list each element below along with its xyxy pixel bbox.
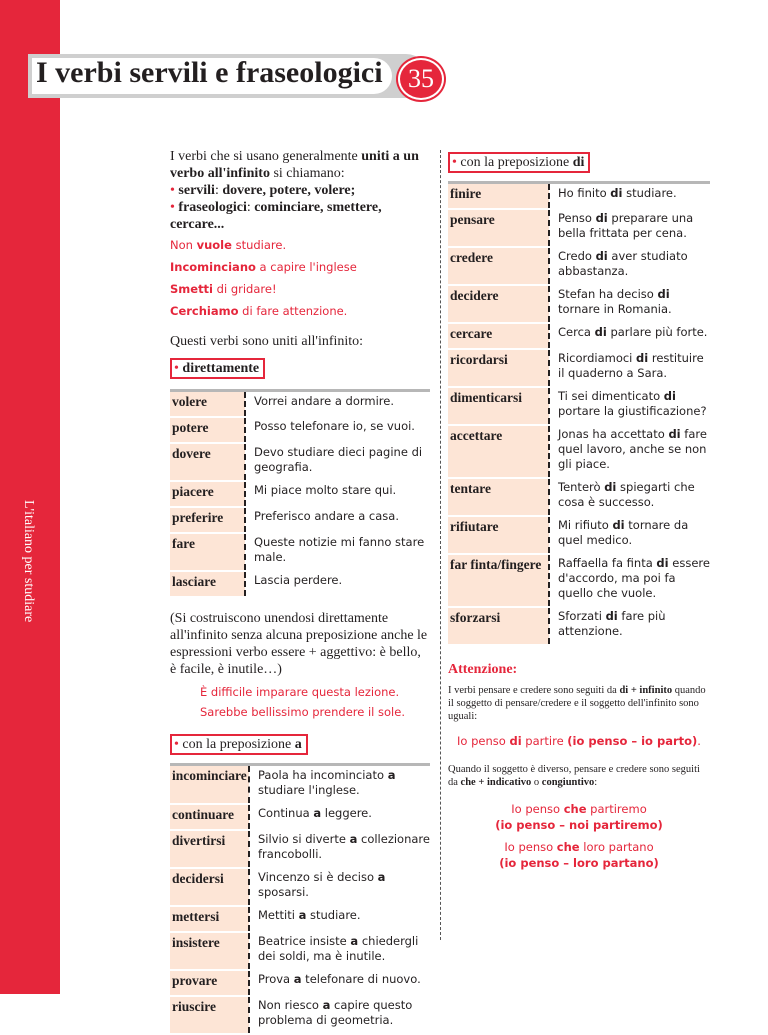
example-post: spiegarti che cosa è successo. (558, 480, 695, 509)
ex-post: studiare. (231, 238, 287, 252)
table-row (170, 443, 430, 481)
verb-cell: insistere (170, 932, 249, 970)
ex3-che: che (556, 840, 580, 854)
example-pre: Vincenzo si è deciso (258, 870, 378, 884)
intro-example (170, 281, 430, 297)
ex3-post: loro partano (579, 840, 654, 854)
table-row (448, 183, 710, 210)
verb-cell: fare (170, 533, 245, 571)
verb-cell: accettare (448, 425, 549, 478)
uniti-text: Questi verbi sono uniti all'infinito: (170, 334, 364, 349)
table-row (170, 996, 430, 1034)
ex-pre: Non (170, 238, 197, 252)
ex3-pre: Io penso (504, 840, 557, 854)
section-di-header: • con la preposizione di (448, 152, 710, 173)
table-row (170, 417, 430, 443)
intro-examples (170, 237, 430, 319)
example-pre: Continua (258, 806, 314, 820)
example-post: capire questo problema di geometria. (258, 998, 413, 1027)
example-cell: Lascia perdere. (245, 571, 430, 597)
verb-cell: sforzarsi (448, 607, 549, 645)
example-cell (549, 323, 710, 349)
example-cell (249, 804, 430, 830)
prep-di-table (448, 181, 710, 646)
example-post: collezionare francobolli. (258, 832, 430, 861)
example-cell (249, 765, 430, 805)
example-prep: di (612, 518, 625, 532)
prep-a-table (170, 763, 430, 1035)
example-cell (249, 906, 430, 932)
intro-example (170, 303, 430, 319)
table-row (448, 285, 710, 323)
p2-end: : (594, 777, 598, 788)
section-di-prep: di (572, 155, 585, 170)
example-cell (549, 285, 710, 323)
verb-cell: decidersi (170, 868, 249, 906)
attention-example-2-paren (448, 817, 710, 833)
p2-bold2: congiuntivo (541, 777, 595, 788)
example-post: telefonare di nuovo. (301, 972, 421, 986)
example-cell (549, 554, 710, 607)
example-post: parlare più forte. (606, 325, 708, 339)
example-cell (249, 996, 430, 1034)
example-pre: Ho finito (558, 186, 611, 200)
intro-example (170, 259, 430, 275)
ex-bold: Incominciano (170, 260, 256, 274)
table-row (448, 349, 710, 387)
note-example: Sarebbe bellissimo prendere il sole. (200, 705, 405, 719)
servili-line: • servili: dovere, potere, volere; (170, 183, 356, 198)
verb-cell: continuare (170, 804, 249, 830)
example-cell: Posso telefonare io, se vuoi. (245, 417, 430, 443)
table-row (170, 507, 430, 533)
example-pre: Ricordiamoci (558, 351, 637, 365)
servili-list: dovere, potere, volere; (222, 183, 356, 198)
verb-cell: rifiutare (448, 516, 549, 554)
example-post: studiare. (622, 186, 677, 200)
example-cell: Queste notizie mi fanno stare male. (245, 533, 430, 571)
table-row (448, 425, 710, 478)
table-row (448, 323, 710, 349)
table-row (448, 387, 710, 425)
verb-cell: pensare (448, 209, 549, 247)
table-row (448, 209, 710, 247)
example-cell: Preferisco andare a casa. (245, 507, 430, 533)
verb-cell: mettersi (170, 906, 249, 932)
table-row (170, 481, 430, 507)
example-cell (249, 932, 430, 970)
example-cell: Mi piace molto stare qui. (245, 481, 430, 507)
verb-cell: credere (448, 247, 549, 285)
left-column (170, 148, 430, 1035)
example-prep: a (313, 806, 322, 820)
ex-post: di gridare! (213, 282, 277, 296)
table-row (170, 533, 430, 571)
example-post: tornare in Romania. (558, 302, 672, 316)
ex-bold: Smetti (170, 282, 214, 296)
p1-pre: I verbi pensare e credere sono seguiti da (448, 685, 617, 696)
example-pre: Penso (558, 211, 596, 225)
verb-cell: tentare (448, 478, 549, 516)
intro-text1: I verbi che si usano generalmente (170, 149, 358, 164)
note-example: È difficile imparare questa lezione. (200, 685, 400, 699)
verb-cell: ricordarsi (448, 349, 549, 387)
side-label: L'italiano per studiare (21, 500, 36, 623)
example-cell (549, 478, 710, 516)
example-pre: Credo (558, 249, 596, 263)
example-post: studiare. (306, 908, 361, 922)
section-a-header: • con la preposizione a (170, 734, 430, 755)
table-row (170, 970, 430, 996)
table-row (170, 804, 430, 830)
example-cell (549, 387, 710, 425)
example-prep: di (657, 287, 670, 301)
example-pre: Paola ha incominciato (258, 768, 388, 782)
ex2-che: che (563, 802, 587, 816)
section-direct-title: direttamente (182, 361, 260, 376)
ex1-post: partire (521, 734, 568, 748)
attention-paragraph-2 (448, 763, 710, 789)
example-post: leggere. (321, 806, 372, 820)
ex2-post: partiremo (586, 802, 647, 816)
example-prep: a (298, 908, 307, 922)
attention-example-1 (448, 733, 710, 749)
section-di-title: con la preposizione (460, 155, 570, 170)
example-prep: a (377, 870, 386, 884)
ex1-prep: di (509, 734, 522, 748)
verb-cell: far finta/fingere (448, 554, 549, 607)
example-prep: di (595, 211, 608, 225)
right-column (448, 152, 710, 871)
example-cell (549, 209, 710, 247)
verb-cell: riuscire (170, 996, 249, 1034)
attention-example-3-paren (448, 855, 710, 871)
verb-cell: dimenticarsi (448, 387, 549, 425)
attention-example-3 (448, 839, 710, 855)
ex3-paren: (io penso – loro partano) (499, 856, 659, 870)
intro-paragraph (170, 148, 430, 182)
table-row (448, 516, 710, 554)
table-row (448, 478, 710, 516)
verb-cell: incominciare (170, 765, 249, 805)
example-cell (249, 970, 430, 996)
attention-paragraph-1 (448, 684, 710, 723)
ex2-paren: (io penso – noi partiremo) (495, 818, 663, 832)
example-prep: a (350, 934, 359, 948)
ex-bold: vuole (196, 238, 232, 252)
verb-cell: lasciare (170, 571, 245, 597)
section-direct-header: • direttamente (170, 358, 430, 379)
p1-bold: di + infinito (619, 685, 673, 696)
p1-post: quando il soggetto di pensare/credere e il soggetto dell'infinito sono uguali: (448, 685, 706, 722)
ex-post: a capire l'inglese (255, 260, 357, 274)
ex2-pre: Io penso (511, 802, 564, 816)
example-prep: a (322, 998, 331, 1012)
verb-cell: finire (448, 183, 549, 210)
example-post: sposarsi. (258, 885, 309, 899)
example-pre: Raffaella fa finta (558, 556, 657, 570)
verb-cell: decidere (448, 285, 549, 323)
ex1-end: . (697, 734, 701, 748)
example-prep: di (668, 427, 681, 441)
unit-number-badge: 35 (398, 58, 444, 100)
section-a-prep: a (294, 737, 302, 752)
example-pre: Silvio si diverte (258, 832, 350, 846)
example-post: fare più attenzione. (558, 609, 666, 638)
example-prep: a (349, 832, 358, 846)
table-row (170, 906, 430, 932)
example-pre: Prova (258, 972, 294, 986)
table-row (170, 932, 430, 970)
example-prep: di (663, 389, 676, 403)
example-cell: Vorrei andare a dormire. (245, 391, 430, 418)
table-row (448, 607, 710, 645)
table-row (170, 391, 430, 418)
example-cell (549, 349, 710, 387)
example-pre: Cerca (558, 325, 595, 339)
table-row (448, 247, 710, 285)
p2-pre: Quando il soggetto è diverso, pensare e credere sono seguiti da (448, 764, 700, 788)
intro-text2: si chiamano: (273, 166, 345, 181)
attention-example-2 (448, 801, 710, 817)
page-title: I verbi servili e fraseologici (36, 56, 383, 89)
example-prep: di (594, 325, 607, 339)
example-cell (549, 425, 710, 478)
table-row (170, 830, 430, 868)
example-post: tornare da quel medico. (558, 518, 689, 547)
fraseologici-line: • fraseologici: cominciare, smettere, cercare... (170, 200, 382, 232)
example-cell (549, 516, 710, 554)
example-prep: di (610, 186, 623, 200)
table-row (448, 554, 710, 607)
table-row (170, 571, 430, 597)
example-post: fare quel lavoro, anche se non gli piace. (558, 427, 707, 471)
table-row (170, 765, 430, 805)
intro-bold: uniti a un verbo all'infinito (170, 149, 419, 181)
ex1-pre: Io penso (457, 734, 510, 748)
verb-cell: dovere (170, 443, 245, 481)
direct-note: (Si costruiscono unendosi direttamente all'infinito senza alcuna preposizione anche le espressioni verbo essere + aggettivo: è bello, è facile, è inutile…) (170, 611, 428, 677)
verb-cell: preferire (170, 507, 245, 533)
table-row (170, 868, 430, 906)
example-post: portare la giustificazione? (558, 404, 707, 418)
example-post: aver studiato abbastanza. (558, 249, 688, 278)
verb-cell: piacere (170, 481, 245, 507)
example-cell (249, 830, 430, 868)
verb-cell: provare (170, 970, 249, 996)
example-cell (549, 607, 710, 645)
example-cell (549, 247, 710, 285)
section-a-title: con la preposizione (182, 737, 292, 752)
example-pre: Beatrice insiste (258, 934, 351, 948)
direct-table (170, 389, 430, 598)
servili-label: servili (178, 183, 215, 198)
example-cell: Devo studiare dieci pagine di geografia. (245, 443, 430, 481)
verb-cell: cercare (448, 323, 549, 349)
example-pre: Non riesco (258, 998, 323, 1012)
example-pre: Mi rifiuto (558, 518, 613, 532)
verb-cell: potere (170, 417, 245, 443)
example-pre: Tenterò (558, 480, 605, 494)
example-prep: di (605, 609, 618, 623)
example-pre: Mettiti (258, 908, 299, 922)
intro-example (170, 237, 430, 253)
fraseologici-list: cominciare, smettere, cercare... (170, 200, 382, 232)
example-pre: Sforzati (558, 609, 606, 623)
example-post: preparare una bella frittata per cena. (558, 211, 694, 240)
example-post: studiare l'inglese. (258, 783, 360, 797)
side-bar (0, 0, 60, 994)
ex1-bold: (io penso – io parto) (567, 734, 698, 748)
example-cell (549, 183, 710, 210)
example-prep: a (387, 768, 396, 782)
p2-bold1: che + indicativo (460, 777, 532, 788)
attention-title: Attenzione: (448, 662, 518, 677)
fraseologici-label: fraseologici (178, 200, 247, 215)
example-prep: di (604, 480, 617, 494)
ex-bold: Cerchiamo (170, 304, 239, 318)
example-pre: Stefan ha deciso (558, 287, 658, 301)
column-divider (440, 150, 441, 940)
verb-cell: volere (170, 391, 245, 418)
example-prep: di (656, 556, 669, 570)
example-cell (249, 868, 430, 906)
example-prep: a (293, 972, 302, 986)
p2-mid: o (533, 777, 540, 788)
example-prep: di (636, 351, 649, 365)
example-pre: Ti sei dimenticato (558, 389, 664, 403)
example-post: essere d'accordo, ma poi fa quello che vuole. (558, 556, 710, 600)
ex-post: di fare attenzione. (238, 304, 348, 318)
example-pre: Jonas ha accettato (558, 427, 669, 441)
example-post: restituire il quaderno a Sara. (558, 351, 704, 380)
example-post: chiedergli dei soldi, ma è inutile. (258, 934, 419, 963)
example-prep: di (595, 249, 608, 263)
verb-cell: divertirsi (170, 830, 249, 868)
